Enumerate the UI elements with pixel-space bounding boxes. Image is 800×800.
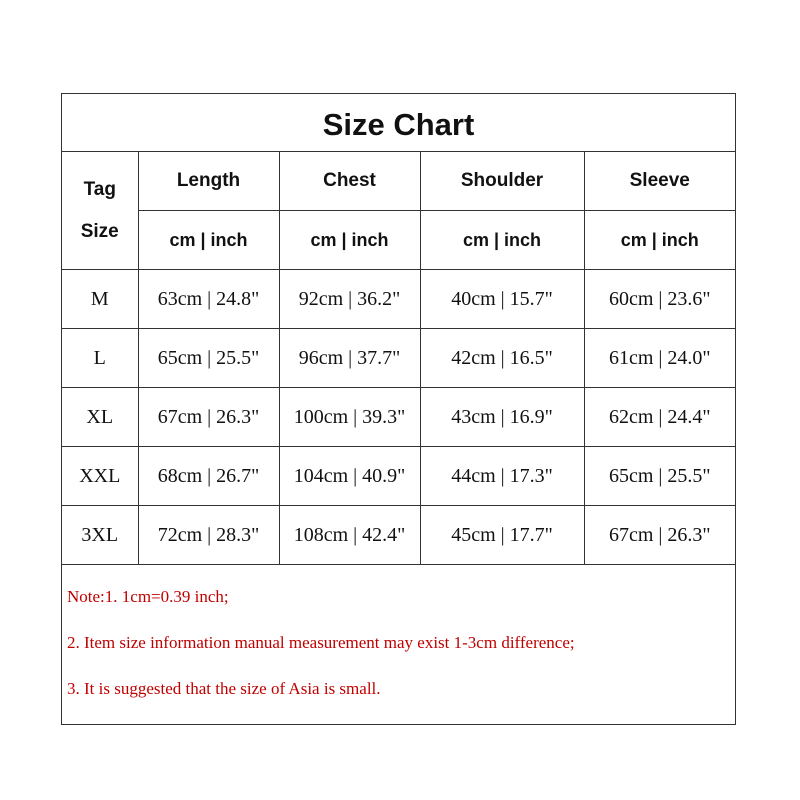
size-cell: M: [62, 270, 138, 329]
table-row: [62, 329, 735, 388]
note-line-2: 2. Item size information manual measurement may exist 1-3cm difference;: [67, 633, 575, 652]
length-cell: 63cm | 24.8": [138, 270, 279, 329]
sleeve-cell: 61cm | 24.0": [584, 329, 735, 388]
column-header-length: Length: [138, 152, 279, 211]
unit-label-length: cm | inch: [138, 211, 279, 270]
length-cell: 67cm | 26.3": [138, 388, 279, 447]
sleeve-cell: 65cm | 25.5": [584, 447, 735, 506]
table-row: [62, 388, 735, 447]
length-cell: 65cm | 25.5": [138, 329, 279, 388]
size-label: Size: [80, 220, 119, 242]
column-header-chest: Chest: [279, 152, 420, 211]
length-cell: 72cm | 28.3": [138, 506, 279, 565]
shoulder-cell: 45cm | 17.7": [420, 506, 584, 565]
sleeve-cell: 62cm | 24.4": [584, 388, 735, 447]
size-cell: XL: [62, 388, 138, 447]
unit-label-shoulder: cm | inch: [420, 211, 584, 270]
size-cell: XXL: [62, 447, 138, 506]
note-line-3: 3. It is suggested that the size of Asia is small.: [67, 679, 381, 698]
column-header-shoulder: Shoulder: [420, 152, 584, 211]
shoulder-cell: 43cm | 16.9": [420, 388, 584, 447]
chest-cell: 92cm | 36.2": [279, 270, 420, 329]
table-row: [62, 506, 735, 565]
table-row: [62, 270, 735, 329]
unit-label-sleeve: cm | inch: [584, 211, 735, 270]
tag-size-header: [62, 152, 138, 270]
table-row: [62, 447, 735, 506]
unit-label-chest: cm | inch: [279, 211, 420, 270]
column-header-sleeve: Sleeve: [584, 152, 735, 211]
notes-section: [62, 563, 735, 725]
length-cell: 68cm | 26.7": [138, 447, 279, 506]
shoulder-cell: 42cm | 16.5": [420, 329, 584, 388]
size-chart: [61, 93, 736, 725]
tag-label: Tag: [83, 178, 116, 200]
chest-cell: 100cm | 39.3": [279, 388, 420, 447]
header-row: [62, 152, 735, 211]
chest-cell: 104cm | 40.9": [279, 447, 420, 506]
chart-title: Size Chart: [62, 94, 735, 152]
chest-cell: 108cm | 42.4": [279, 506, 420, 565]
shoulder-cell: 40cm | 15.7": [420, 270, 584, 329]
size-table: [62, 152, 735, 565]
unit-row: [62, 211, 735, 270]
shoulder-cell: 44cm | 17.3": [420, 447, 584, 506]
note-line-1: Note:1. 1cm=0.39 inch;: [67, 587, 229, 606]
size-cell: L: [62, 329, 138, 388]
sleeve-cell: 60cm | 23.6": [584, 270, 735, 329]
sleeve-cell: 67cm | 26.3": [584, 506, 735, 565]
chest-cell: 96cm | 37.7": [279, 329, 420, 388]
size-cell: 3XL: [62, 506, 138, 565]
